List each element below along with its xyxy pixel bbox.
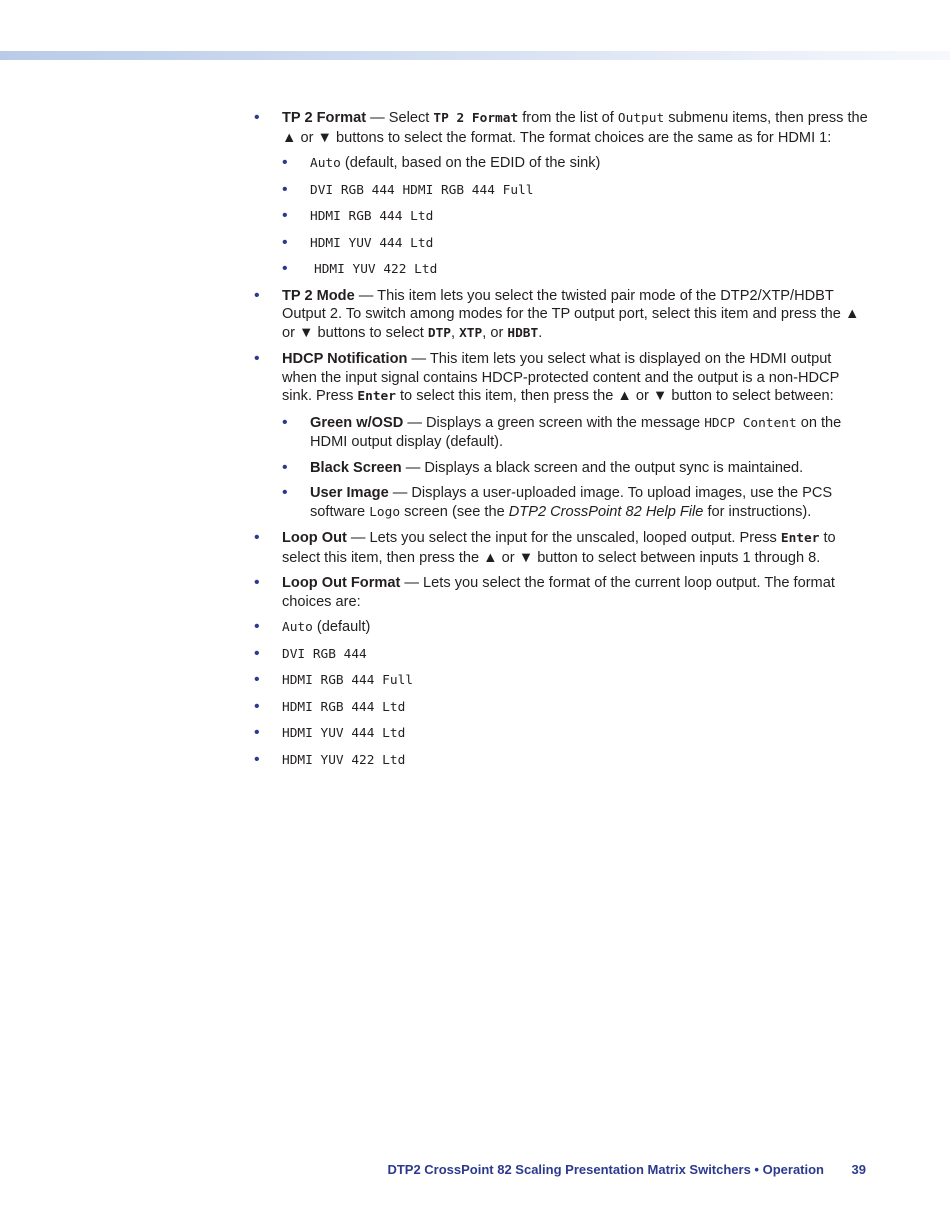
format-code: HDMI YUV 422 Ltd xyxy=(314,262,438,277)
list-item xyxy=(254,671,868,691)
list-item xyxy=(254,724,868,744)
page-content xyxy=(254,109,868,777)
format-code: HDMI YUV 444 Ltd xyxy=(282,726,406,741)
menu-item-list xyxy=(254,109,868,770)
option-title: Black Screen xyxy=(310,459,402,476)
item-text: — Lets you select the input for the unscaled, looped output. Press xyxy=(346,530,781,546)
format-code: HDMI YUV 422 Ltd xyxy=(282,752,406,768)
item-title: Loop Out Format xyxy=(282,575,401,591)
option-code: HDCP Content xyxy=(704,415,797,431)
list-item xyxy=(282,207,868,227)
list-item-loop-out xyxy=(254,529,868,567)
list-item xyxy=(282,260,868,280)
option-title: Green w/OSD xyxy=(310,414,404,431)
option-text: on the HDMI output display (default). xyxy=(310,414,842,450)
item-text: — Lets you select the format of the current loop output. The format choices are: xyxy=(282,575,835,610)
item-code: Enter xyxy=(780,531,820,546)
format-code: DVI RGB 444 xyxy=(282,646,367,662)
format-code: HDMI RGB 444 Ltd xyxy=(282,699,406,715)
list-item-black-screen xyxy=(282,459,868,478)
item-text: to select this item, then press the ▲ or ▼ button to select between inputs 1 through 8. xyxy=(282,530,836,566)
item-code: HDBT xyxy=(507,325,539,341)
list-item-hdcp-notification xyxy=(254,350,868,522)
item-text: to select this item, then press the ▲ or ▼ button to select between: xyxy=(395,388,834,404)
footer-title: DTP2 CrossPoint 82 Scaling Presentation Matrix Switchers • Operation xyxy=(387,1162,824,1177)
list-item-green-osd xyxy=(282,414,868,452)
list-item xyxy=(254,751,868,771)
option-text: screen (see the xyxy=(400,503,509,520)
item-title: Loop Out xyxy=(282,530,347,546)
item-text: , or xyxy=(482,324,508,341)
item-title: TP 2 Format xyxy=(282,110,367,126)
list-item xyxy=(254,698,868,718)
item-text: — This item lets you select the twisted pair mode of the DTP2/XTP/HDBT Output 2. To switch among modes for the TP output port, select this item and press the ▲ or ▼ buttons to select xyxy=(282,287,860,341)
format-code: Auto xyxy=(310,156,341,171)
item-text: — This item lets you select what is displayed on the HDMI output when the input signal contains HDCP-protected content and the output is a non-HDCP sink. Press xyxy=(282,351,840,404)
option-title: User Image xyxy=(310,485,389,501)
list-item xyxy=(254,618,868,638)
item-text: from the list of xyxy=(518,110,618,126)
list-item xyxy=(282,181,868,201)
page-number: 39 xyxy=(851,1162,866,1177)
option-text: for instructions). xyxy=(703,503,812,520)
format-code: HDMI RGB 444 Full xyxy=(282,673,413,688)
item-code: DTP xyxy=(427,325,451,341)
option-text: — Displays a green screen with the message xyxy=(403,414,705,431)
item-code: Enter xyxy=(357,389,396,404)
item-text: . xyxy=(538,324,543,341)
item-text: , xyxy=(450,324,460,341)
option-code: Logo xyxy=(369,504,401,520)
format-code: HDMI YUV 444 Ltd xyxy=(310,235,434,251)
option-text: — Displays a user-uploaded image. To upload images, use the PCS software xyxy=(310,485,833,520)
format-choices-list xyxy=(282,154,868,280)
item-title: TP 2 Mode xyxy=(282,287,355,304)
list-item-user-image xyxy=(282,484,868,522)
list-item-tp2-format xyxy=(254,109,868,280)
list-item-tp2-mode xyxy=(254,287,868,344)
item-title: HDCP Notification xyxy=(282,351,408,367)
list-item-loop-out-format xyxy=(254,574,868,611)
hdcp-options-list xyxy=(282,414,868,523)
format-code: HDMI RGB 444 Ltd xyxy=(310,209,434,224)
list-item xyxy=(282,154,868,174)
list-item xyxy=(282,234,868,254)
format-code: DVI RGB 444 HDMI RGB 444 Full xyxy=(310,182,534,198)
item-code: TP 2 Format xyxy=(433,111,519,126)
format-text: (default) xyxy=(312,619,371,635)
item-code: Output xyxy=(617,111,665,126)
help-file-reference: DTP2 CrossPoint 82 Help File xyxy=(508,503,704,520)
item-code: XTP xyxy=(459,325,483,341)
format-text: (default, based on the EDID of the sink) xyxy=(340,155,601,171)
item-text: — Select xyxy=(366,110,434,126)
format-code: Auto xyxy=(282,620,313,635)
list-item xyxy=(254,645,868,665)
option-text: — Displays a black screen and the output sync is maintained. xyxy=(401,459,804,476)
header-band xyxy=(0,51,950,60)
item-text: submenu items, then press the ▲ or ▼ buttons to select the format. The format choices are the same as for HDMI 1: xyxy=(282,110,868,146)
